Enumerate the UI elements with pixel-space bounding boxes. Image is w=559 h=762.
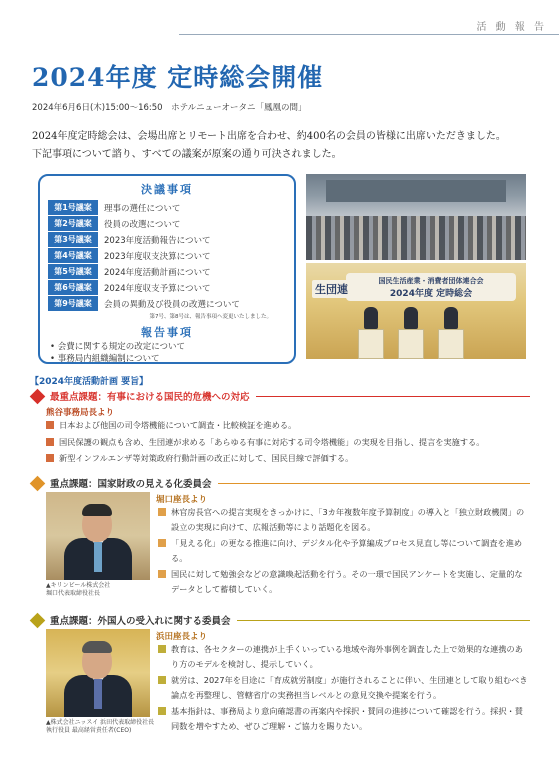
speaker-label: 堀口座長より xyxy=(156,495,208,505)
agenda-text: 2023年度収支決算について xyxy=(104,251,211,262)
speaker-label: 浜田座長より xyxy=(156,632,208,642)
bullet-item: 新型インフルエンザ等対策政府行動計画の改正に対して、国民目線で評価する。 xyxy=(46,451,526,466)
banner-org: 国民生活産業・消費者団体連合会 xyxy=(378,277,484,285)
report-item-text: 事務局内組織編制について xyxy=(57,354,160,364)
portrait-hamada xyxy=(46,629,150,717)
agenda-badge: 第4号議案 xyxy=(48,248,98,263)
photo-podium xyxy=(358,329,384,359)
banner-event: 2024年度 定時総会 xyxy=(389,289,473,299)
intro-paragraph xyxy=(32,128,542,164)
caption-line: 堀口代表取締役社長 xyxy=(46,590,101,597)
intro-line: 下記事項について諮り、すべての議案が原案の通り可決されました。 xyxy=(32,149,342,160)
report-item-text: 会費に関する規定の改定について xyxy=(57,342,186,352)
portrait-horiguchi xyxy=(46,492,150,580)
agenda-item xyxy=(48,280,288,295)
header-divider xyxy=(179,34,559,35)
agenda-item xyxy=(48,264,288,279)
section-tag: 活 動 報 告 xyxy=(476,22,547,33)
bullet-item: 国民に対して勉強会などの意識喚起活動を行う。その一環で国民アンケートを実施し、定量的なデータとして蓄積していく。 xyxy=(158,567,528,596)
bullet-item: 日本および他国の司令塔機能について調査・比較検証を進める。 xyxy=(46,418,526,433)
agenda-list xyxy=(40,200,294,311)
section-title-text: 最重点課題：有事における国民的危機への対応 xyxy=(50,392,250,403)
meeting-hall-photo xyxy=(306,174,526,260)
bullet-item: 就労は、2027年を目途に「育成就労制度」が施行されることに伴い、生団連として取り組むべき論点を再整理し、管轄省庁の実務担当レベルとの意見交換や提案を行う。 xyxy=(158,673,528,702)
section-rule xyxy=(218,483,530,484)
agenda-text: 2023年度活動報告について xyxy=(104,235,211,246)
caption-line: ▲株式会社ニッスイ 浜田代表取締役社長 xyxy=(46,719,155,726)
reports-heading: 報告事項 xyxy=(141,326,193,339)
photo-podium xyxy=(438,329,464,359)
event-meta: 2024年6月6日(木)15:00～16:50 ホテルニューオータニ「鳳凰の間」 xyxy=(32,103,307,113)
bullet-item: 国民保護の観点も含め、生団連が求める「あらゆる有事に対応する司令塔機能」の実現を目指し、提言を実施する。 xyxy=(46,435,526,450)
caption-line: ▲キリンビール株式会社 xyxy=(46,582,111,589)
agenda-badge: 第3号議案 xyxy=(48,232,98,247)
diamond-icon xyxy=(30,388,46,404)
report-item: • 事務局内組織編制について xyxy=(50,354,160,364)
agenda-badge: 第2号議案 xyxy=(48,216,98,231)
photo-stage xyxy=(326,180,506,202)
plan-heading: 【2024年度活動計画 要旨】 xyxy=(30,377,149,387)
photo-podium xyxy=(398,329,424,359)
photo-person xyxy=(444,307,458,329)
agenda-text: 会員の異動及び役員の改選について xyxy=(104,299,240,310)
diamond-icon xyxy=(30,475,46,491)
section-title-crisis xyxy=(30,389,530,403)
photo-person xyxy=(404,307,418,329)
agenda-item xyxy=(48,248,288,263)
bullet-item: 基本指針は、事務局より意向確認書の再案内や採択・賛同の進捗について確認を行う。採択・賛同数を増やすため、ぜひご理解・ご協力を賜りたい。 xyxy=(158,704,528,733)
caption-line: 執行役員 最高経営責任者(CEO) xyxy=(46,727,132,734)
section-bullets xyxy=(158,505,528,598)
section-title-text: 重点課題：外国人の受入れに関する委員会 xyxy=(50,616,231,627)
agenda-text: 理事の選任について xyxy=(104,203,181,214)
section-title-fiscal xyxy=(30,476,530,490)
speaker-label: 熊谷事務局長より xyxy=(46,408,115,418)
section-title-foreign xyxy=(30,613,530,627)
banner-logo: 生団連 xyxy=(312,280,351,298)
diamond-icon xyxy=(30,612,46,628)
agenda-item xyxy=(48,200,288,215)
portrait-hair xyxy=(82,641,112,653)
agenda-item xyxy=(48,216,288,231)
bullet-item: 林官房長官への提言実現をきっかけに、「3カ年複数年度予算制度」の導入と「独立財政機関」の設立の実現に向けて、広報活動等により話題化を図る。 xyxy=(158,505,528,534)
event-banner xyxy=(346,273,516,301)
podium-photo xyxy=(306,263,526,359)
agenda-badge: 第9号議案 xyxy=(48,296,98,311)
agenda-badge: 第1号議案 xyxy=(48,200,98,215)
section-rule xyxy=(237,620,530,621)
resolutions-box xyxy=(38,174,296,364)
agenda-text: 2024年度収支予算について xyxy=(104,283,211,294)
section-bullets xyxy=(46,418,526,468)
section-rule xyxy=(256,396,530,397)
agenda-text: 2024年度活動計画について xyxy=(104,267,211,278)
intro-line: 2024年度定時総会は、会場出席とリモート出席を合わせ、約400名の会員の皆様に出席いただきました。 xyxy=(32,131,506,142)
bullet-item: 「見える化」の更なる推進に向け、デジタル化や予算編成プロセス見直し等について調査を進める。 xyxy=(158,536,528,565)
portrait-hair xyxy=(82,504,112,516)
photo-person xyxy=(364,307,378,329)
agenda-item xyxy=(48,232,288,247)
portrait-caption xyxy=(46,719,154,735)
resolutions-heading: 決議事項 xyxy=(141,183,193,196)
section-bullets xyxy=(158,642,528,735)
reports-list xyxy=(40,341,294,365)
agenda-text: 役員の改選について xyxy=(104,219,181,230)
page-title: 2024年度 定時総会開催 xyxy=(32,63,324,92)
agenda-badge: 第5号議案 xyxy=(48,264,98,279)
bullet-item: 教育は、各セクターの連携が上手くいっている地域や海外事例を調査した上で効果的な連携のあり方のモデルを検討し、提示していく。 xyxy=(158,642,528,671)
section-title-text: 重点課題：国家財政の見える化委員会 xyxy=(50,479,212,490)
agenda-item xyxy=(48,296,288,311)
portrait-caption xyxy=(46,582,110,598)
resolutions-note: 第7号、第8号は、報告事項へ変更いたしました。 xyxy=(149,314,272,320)
photo-audience xyxy=(306,216,526,260)
report-item: • 会費に関する規定の改定について xyxy=(50,342,186,352)
agenda-badge: 第6号議案 xyxy=(48,280,98,295)
portrait-tie xyxy=(94,679,102,709)
portrait-tie xyxy=(94,542,102,572)
